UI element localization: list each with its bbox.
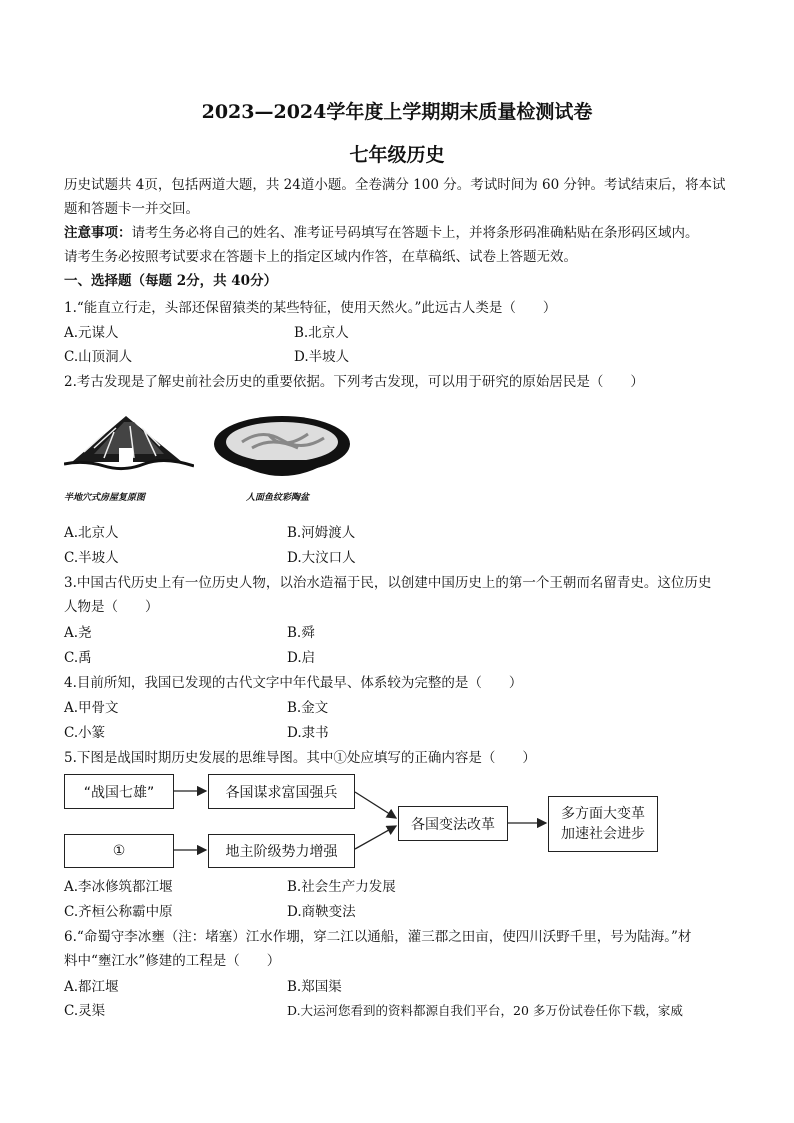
section-heading: 一、选择题（每题 2分，共 40分）: [64, 273, 278, 289]
q6-option-a: A.都江堰: [64, 979, 119, 995]
question-3-stem-line-1: 3.中国古代历史上有一位历史人物，以治水造福于民，以创建中国历史上的第一个王朝而名留青史。这位历史: [64, 575, 712, 591]
notice-text-1: 请考生务必将自己的姓名、准考证号码填写在答题卡上，并将条形码准确粘贴在条形码区域内。: [131, 225, 699, 241]
q6-option-b: B.郑国渠: [287, 979, 342, 995]
question-6-stem-line-1: 6.“命蜀守李冰壅（注：堵塞）江水作堋，穿二江以通船，灌三郡之田亩，使四川沃野千里，号为陆海。”材: [64, 929, 692, 945]
question-4-stem: 4.目前所知，我国已发现的古代文字中年代最早、体系较为完整的是（ ）: [64, 675, 523, 691]
q3-option-b: B.舜: [287, 625, 315, 641]
intro-line-2: 题和答题卡一并交回。: [64, 201, 199, 217]
mindmap-box-great-change-line-1: 多方面大变革: [561, 806, 645, 822]
mindmap-box-seven-states: “战国七雄”: [64, 774, 174, 809]
question-3-stem-line-2: 人物是（ ）: [64, 599, 159, 615]
q2-option-d: D.大汶口人: [287, 550, 356, 566]
mindmap-box-blank: ①: [64, 834, 174, 868]
question-6-stem-line-2: 料中“壅江水”修建的工程是（ ）: [64, 953, 281, 969]
intro-line-1: 历史试题共 4页，包括两道大题，共 24道小题。全卷满分 100 分。考试时间为 60 分钟。考试结束后，将本试: [64, 177, 726, 193]
q4-option-c: C.小篆: [64, 725, 106, 741]
notice-line-2: 请考生务必按照考试要求在答题卡上的指定区域内作答，在草稿纸、试卷上答题无效。: [64, 249, 577, 265]
q1-option-d: D.半坡人: [294, 349, 350, 365]
q1-option-a: A.元谋人: [64, 325, 119, 341]
mindmap-box-wealth-strength: 各国谋求富国强兵: [208, 774, 355, 809]
mindmap-box-landlord-class: 地主阶级势力增强: [208, 834, 355, 868]
q6-option-d: D.大运河您看到的资料都源自我们平台，20 多万份试卷任你下载，家威: [287, 1003, 683, 1018]
q5-option-c: C.齐桓公称霸中原: [64, 904, 173, 920]
q3-option-d: D.启: [287, 650, 316, 666]
mindmap-box-reforms: 各国变法改革: [398, 806, 508, 841]
q4-option-a: A.甲骨文: [64, 700, 119, 716]
notice-label: 注意事项：: [64, 225, 132, 241]
exam-title: 2023—2024学年度上学期期末质量检测试卷: [201, 101, 593, 123]
q4-option-d: D.隶书: [287, 725, 329, 741]
question-1-stem: 1.“能直立行走，头部还保留猿类的某些特征，使用天然火。”此远古人类是（ ）: [64, 300, 557, 316]
q1-option-c: C.山顶洞人: [64, 349, 133, 365]
exam-subtitle: 七年级历史: [349, 144, 445, 166]
q5-option-d: D.商鞅变法: [287, 904, 356, 920]
mindmap-box-great-change-line-2: 加速社会进步: [561, 826, 645, 842]
q6-option-c: C.灵渠: [64, 1003, 106, 1019]
q3-option-c: C.禹: [64, 650, 92, 666]
q2-option-c: C.半坡人: [64, 550, 119, 566]
image-caption-1: 半地穴式房屋复原图: [64, 493, 146, 503]
q1-option-b: B.北京人: [294, 325, 349, 341]
question-5-stem: 5.下图是战国时期历史发展的思维导图。其中①处应填写的正确内容是（ ）: [64, 750, 536, 766]
question-2-stem: 2.考古发现是了解史前社会历史的重要依据。下列考古发现，可以用于研究的原始居民是（ ）: [64, 374, 644, 390]
mindmap-box-great-change: [548, 796, 658, 852]
q4-option-b: B.金文: [287, 700, 329, 716]
image-caption-2: 人面鱼纹彩陶盆: [246, 493, 310, 503]
q5-option-b: B.社会生产力发展: [287, 879, 396, 895]
q2-option-a: A.北京人: [64, 525, 119, 541]
q2-option-b: B.河姆渡人: [287, 525, 356, 541]
q5-option-a: A.李冰修筑都江堰: [64, 879, 173, 895]
q3-option-a: A.尧: [64, 625, 92, 641]
